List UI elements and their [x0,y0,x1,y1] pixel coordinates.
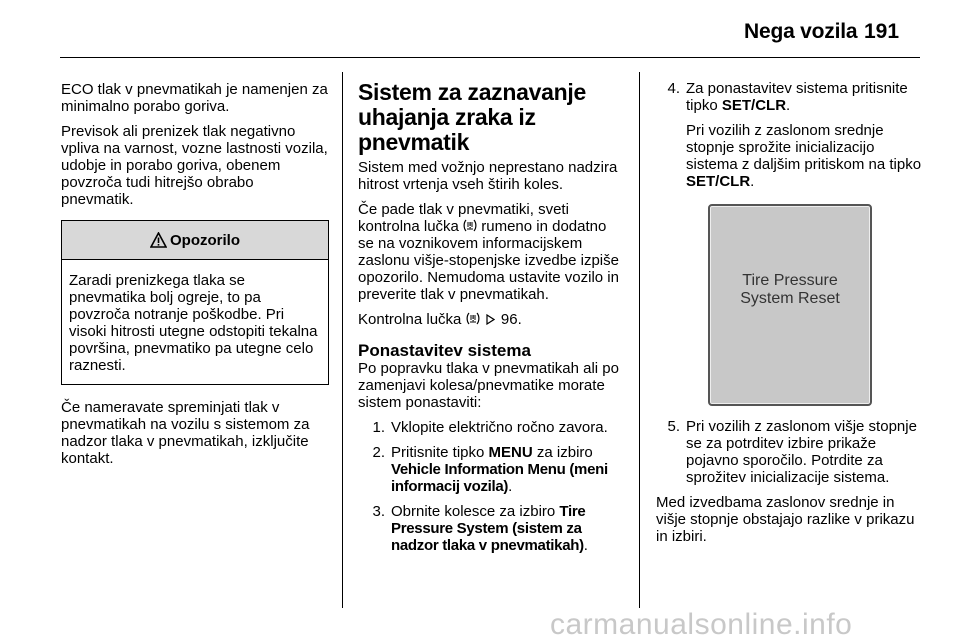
watermark: carmanualsonline.info [550,608,853,641]
tire-pressure-lamp-icon [463,219,477,232]
paragraph: Sistem med vožnjo neprestano nadzira hitrost vrtenja vseh štirih koles. [358,159,618,193]
menu-label: Vehicle Information Menu (meni informacij vozila) [391,461,608,495]
list-item: 5. Pri vozilih z zaslonom višje stopnje se za potrditev izbire prikaže pojavno sporočilo. Potrdite za sprožitev inicializacije sistema. [667,418,917,486]
paragraph: Po popravku tlaka v pnevmatikah ali po zamenjavi kolesa/pnevmatike morate sistem ponastaviti: [358,360,619,411]
display-illustration [656,200,916,406]
column-divider [342,72,343,608]
paragraph: Med izvedbama zaslonov srednje in višje stopnje obstajajo razlike v prikazu in izbiri. [656,494,915,545]
page-number: 191 [864,20,900,43]
warning-header [62,221,328,260]
paragraph: Previsok ali prenizek tlak negativno vpliva na varnost, vozne lastnosti vozila, udobje in porabo goriva, obenem povzroča tudi hitrejšo obrabo pnevmatik. [61,123,328,208]
warning-triangle-icon [150,232,167,248]
warning-title: Opozorilo [170,231,240,249]
key-label: MENU [488,444,533,461]
column-left [61,81,329,475]
paragraph: ECO tlak v pnevmatikah je namenjen za minimalno porabo goriva. [61,81,328,115]
header-rule [60,57,920,58]
page-header-title: Nega vozila [744,20,858,43]
display-text-line: System Reset [740,290,840,307]
paragraph: Kontrolna lučka 96. [358,311,522,328]
warning-box [61,220,329,385]
list-item: 1. Vklopite električno ročno zavora. [372,419,608,436]
column-divider [639,72,640,608]
driver-info-display [708,204,872,406]
steps-list [662,418,924,486]
list-item: 3. Obrnite kolesce za izbiro Tire Pressure System (sistem za nadzor tlaka v pnevmatikah). [372,503,588,554]
paragraph: Če pade tlak v pnevmatiki, sveti kontrolna lučka rumeno in dodatno se na voznikovem informacijskem zaslonu višje-stopenjske izvedbe izpiše opozorilo. Nemudoma ustavite vozilo in preverite tlak v pnevmatikah. [358,201,619,303]
list-item: 2. Pritisnite tipko MENU za izbiro Vehicle Information Menu (meni informacij vozila). [372,444,608,495]
menu-label: Tire Pressure System (sistem za nadzor tlaka v pnevmatikah) [391,503,586,554]
tire-pressure-lamp-icon [466,312,480,325]
paragraph: Če nameravate spreminjati tlak v pnevmatikah na vozilu s sistemom za nadzor tlaka v pnevmatikah, izključite kontakt. [61,399,310,467]
key-label: SET/CLR [686,173,751,190]
steps-list [367,419,624,554]
key-label: SET/CLR [721,97,787,114]
column-right [656,80,924,553]
reference-arrow-icon[interactable] [486,314,495,325]
section-heading: Sistem za zaznavanje uhajanja zraka iz pnevmatik [358,79,586,155]
column-middle [358,80,624,562]
list-item: 4. Za ponastavitev sistema pritisnite tipko SET/CLR. Pri vozilih z zaslonom srednje stopnje sprožite inicializacijo sistema z daljšim pritiskom na tipko SET/CLR. [667,80,922,190]
display-text-line: Tire Pressure [742,272,838,289]
subheading: Ponastavitev sistema [358,341,531,360]
steps-list [662,80,924,190]
warning-body: Zaradi prenizkega tlaka se pnevmatika bolj ogreje, to pa povzroča notranje poškodbe. Pri visoki hitrosti utegne odstopiti tekalna površina, pnevmatiko pa utegne celo raznesti. [69,272,318,374]
